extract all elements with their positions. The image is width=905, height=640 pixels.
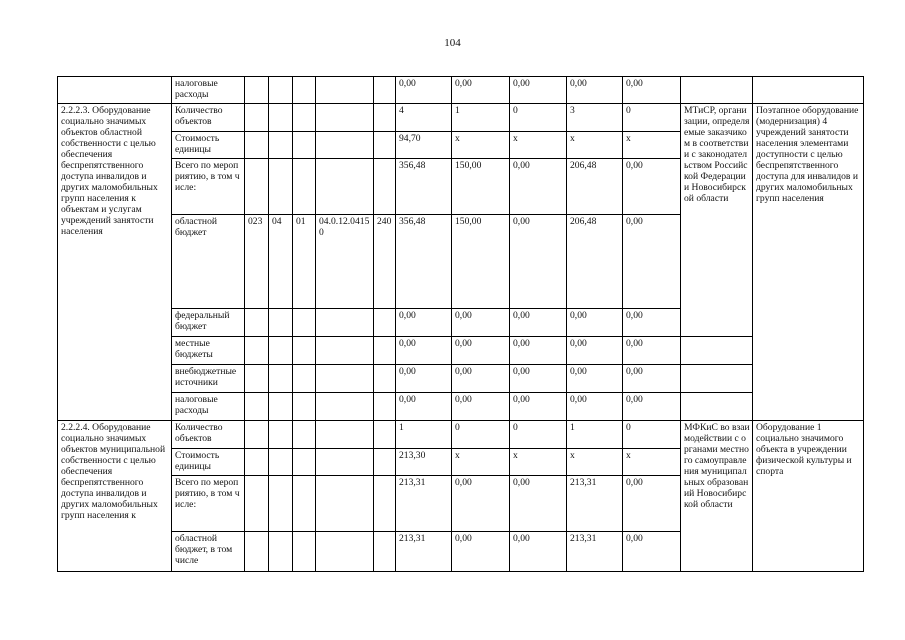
value-cell: 0,00 xyxy=(567,77,623,104)
value-cell: 0,00 xyxy=(452,309,510,337)
value-cell: 0,00 xyxy=(623,365,681,393)
value-cell: 0,00 xyxy=(623,77,681,104)
row-label: областной бюджет, в том числе xyxy=(172,532,245,572)
value-cell: 150,00 xyxy=(452,215,510,309)
value-cell: 94,70 xyxy=(396,132,452,159)
row-label: Количество объектов xyxy=(172,421,245,449)
row-label: Всего по мероприятию, в том числе: xyxy=(172,476,245,532)
value-cell: 356,48 xyxy=(396,215,452,309)
executor-cell: МТиСР, организации, определяемые заказчиком в соответствии с законодательством Российской Федерации и Новосибирской области xyxy=(681,104,753,337)
value-cell: 0,00 xyxy=(623,337,681,365)
value-cell: 1 xyxy=(396,421,452,449)
executor-cell xyxy=(681,77,753,104)
value-cell: 0 xyxy=(452,421,510,449)
value-cell: 206,48 xyxy=(567,215,623,309)
grbs-code: 023 xyxy=(245,215,269,309)
value-cell: 213,31 xyxy=(567,476,623,532)
value-cell: 0 xyxy=(623,104,681,132)
table-row xyxy=(58,393,864,421)
csr-code: 04.0.12.04150 xyxy=(316,215,374,309)
measure-cell xyxy=(58,77,172,104)
value-cell: 0,00 xyxy=(510,476,567,532)
value-cell: x xyxy=(452,449,510,476)
measure-title: 2.2.2.3. Оборудование социально значимых объектов областной собственности с целью обеспечения беспрепятственного доступа инвалидов и других маломобильных групп населения к объектам и услугам учреждений занятости населения xyxy=(58,104,172,421)
vr-code: 240 xyxy=(374,215,396,309)
value-cell: 3 xyxy=(567,104,623,132)
value-cell: x xyxy=(567,449,623,476)
value-cell: 0,00 xyxy=(452,532,510,572)
value-cell: 0,00 xyxy=(623,159,681,215)
value-cell: x xyxy=(567,132,623,159)
row-label: Стоимость единицы xyxy=(172,132,245,159)
value-cell: 0,00 xyxy=(510,309,567,337)
value-cell: x xyxy=(623,132,681,159)
value-cell: 0,00 xyxy=(452,337,510,365)
value-cell: 0,00 xyxy=(510,215,567,309)
value-cell: 0,00 xyxy=(623,215,681,309)
table-row xyxy=(58,337,864,365)
value-cell: 0,00 xyxy=(510,365,567,393)
value-cell: x xyxy=(452,132,510,159)
row-label: Всего по мероприятию, в том числе: xyxy=(172,159,245,215)
value-cell: 0,00 xyxy=(510,393,567,421)
value-cell: 0,00 xyxy=(452,476,510,532)
table-row xyxy=(58,77,864,104)
value-cell: 0,00 xyxy=(623,476,681,532)
value-cell: x xyxy=(623,449,681,476)
row-label: местные бюджеты xyxy=(172,337,245,365)
result-cell: Поэтапное оборудование (модернизация) 4 учреждений занятости населения элементами доступности с целью беспрепятственного доступа для инвалидов и других маломобильных групп населения xyxy=(753,104,864,421)
value-cell: 206,48 xyxy=(567,159,623,215)
value-cell: 1 xyxy=(567,421,623,449)
value-cell: 356,48 xyxy=(396,159,452,215)
value-cell: x xyxy=(510,449,567,476)
value-cell: 0,00 xyxy=(396,309,452,337)
value-cell: 1 xyxy=(452,104,510,132)
table-row xyxy=(58,365,864,393)
value-cell: 0,00 xyxy=(396,365,452,393)
pr-code: 01 xyxy=(293,215,316,309)
value-cell: 213,31 xyxy=(567,532,623,572)
value-cell: 0,00 xyxy=(567,393,623,421)
program-measures-table xyxy=(57,76,864,572)
row-label: Стоимость единицы xyxy=(172,449,245,476)
value-cell: 0,00 xyxy=(623,393,681,421)
value-cell: 0,00 xyxy=(510,159,567,215)
value-cell: 213,31 xyxy=(396,476,452,532)
value-cell: 150,00 xyxy=(452,159,510,215)
value-cell: 0,00 xyxy=(510,532,567,572)
value-cell: 0,00 xyxy=(510,77,567,104)
table-row xyxy=(58,421,864,449)
result-cell: Оборудование 1 социально значимого объекта в учреждении физической культуры и спорта xyxy=(753,421,864,572)
value-cell: 0,00 xyxy=(623,309,681,337)
row-label: областной бюджет xyxy=(172,215,245,309)
measure-title: 2.2.2.4. Оборудование социально значимых объектов муниципальной собственности с целью обеспечения беспрепятственного доступа инвалидов и других маломобильных групп населения к xyxy=(58,421,172,572)
value-cell: 213,30 xyxy=(396,449,452,476)
page-number: 104 xyxy=(444,37,461,49)
executor-cell xyxy=(681,337,753,365)
value-cell: 0,00 xyxy=(452,77,510,104)
value-cell: 0,00 xyxy=(452,393,510,421)
value-cell: 0,00 xyxy=(396,393,452,421)
row-label: Количество объектов xyxy=(172,104,245,132)
value-cell: 0 xyxy=(510,421,567,449)
value-cell: 0,00 xyxy=(567,365,623,393)
row-label: внебюджетные источники xyxy=(172,365,245,393)
executor-cell xyxy=(681,393,753,421)
value-cell: 0,00 xyxy=(396,77,452,104)
value-cell: 0,00 xyxy=(452,365,510,393)
rz-code: 04 xyxy=(269,215,293,309)
value-cell: 0 xyxy=(623,421,681,449)
value-cell: 0,00 xyxy=(567,309,623,337)
executor-cell: МФКиС во взаимодействии с органами местного самоуправления муниципальных образований Новосибирской области xyxy=(681,421,753,572)
value-cell: 0 xyxy=(510,104,567,132)
value-cell: x xyxy=(510,132,567,159)
value-cell: 0,00 xyxy=(396,337,452,365)
result-cell xyxy=(753,77,864,104)
value-cell: 0,00 xyxy=(623,532,681,572)
value-cell: 4 xyxy=(396,104,452,132)
table-row xyxy=(58,104,864,132)
row-label: налоговые расходы xyxy=(172,77,245,104)
value-cell: 0,00 xyxy=(510,337,567,365)
value-cell: 0,00 xyxy=(567,337,623,365)
row-label: федеральный бюджет xyxy=(172,309,245,337)
executor-cell xyxy=(681,365,753,393)
row-label: налоговые расходы xyxy=(172,393,245,421)
value-cell: 213,31 xyxy=(396,532,452,572)
